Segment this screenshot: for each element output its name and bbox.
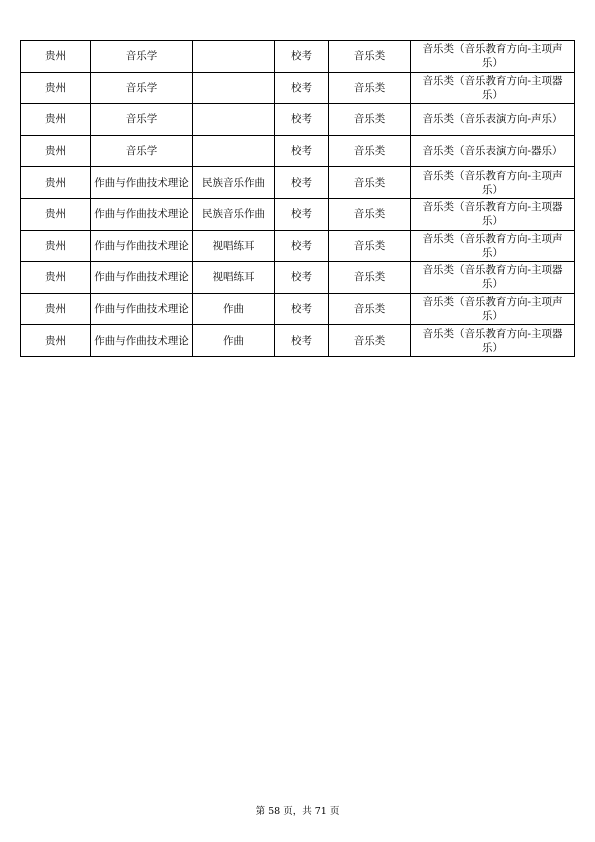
table-cell: 音乐类 (329, 167, 411, 199)
table-row (21, 325, 575, 357)
table-cell: 音乐学 (91, 72, 193, 104)
table-cell: 音乐类（音乐教育方向-主项声乐） (411, 167, 575, 199)
table-cell: 音乐类 (329, 325, 411, 357)
table-cell: 校考 (275, 325, 329, 357)
table-cell: 校考 (275, 198, 329, 230)
table-cell: 贵州 (21, 230, 91, 262)
table-cell: 音乐类（音乐教育方向-主项声乐） (411, 230, 575, 262)
table-cell: 校考 (275, 72, 329, 104)
table-cell: 贵州 (21, 135, 91, 167)
table-row (21, 230, 575, 262)
data-table (20, 40, 575, 357)
table-cell: 音乐类（音乐教育方向-主项声乐） (411, 41, 575, 73)
table-cell: 音乐类 (329, 41, 411, 73)
table-cell: 作曲与作曲技术理论 (91, 262, 193, 294)
table-cell: 视唱练耳 (193, 262, 275, 294)
table-cell (193, 104, 275, 136)
table-cell: 贵州 (21, 325, 91, 357)
table-cell (193, 41, 275, 73)
table-cell: 音乐类 (329, 198, 411, 230)
table-cell: 校考 (275, 293, 329, 325)
table-cell: 音乐类（音乐表演方向-声乐） (411, 104, 575, 136)
table-cell: 作曲与作曲技术理论 (91, 167, 193, 199)
table-cell (193, 135, 275, 167)
table-cell: 贵州 (21, 262, 91, 294)
table-cell: 贵州 (21, 104, 91, 136)
table-cell: 作曲与作曲技术理论 (91, 293, 193, 325)
table-cell: 音乐学 (91, 104, 193, 136)
table-row (21, 262, 575, 294)
table-row (21, 104, 575, 136)
table-row (21, 41, 575, 73)
table-row (21, 198, 575, 230)
table-cell: 作曲与作曲技术理论 (91, 198, 193, 230)
table-cell: 校考 (275, 167, 329, 199)
table-cell: 作曲与作曲技术理论 (91, 325, 193, 357)
table-cell: 贵州 (21, 72, 91, 104)
table-cell: 民族音乐作曲 (193, 167, 275, 199)
table-cell: 音乐类（音乐教育方向-主项器乐） (411, 262, 575, 294)
table-row (21, 135, 575, 167)
table-cell: 音乐类 (329, 230, 411, 262)
table-cell: 作曲与作曲技术理论 (91, 230, 193, 262)
table-cell: 民族音乐作曲 (193, 198, 275, 230)
table-cell: 校考 (275, 41, 329, 73)
table-cell: 贵州 (21, 198, 91, 230)
page-footer: 第 58 页，共 71 页 (255, 806, 340, 817)
table-cell: 音乐类 (329, 135, 411, 167)
table-cell: 音乐类（音乐教育方向-主项器乐） (411, 198, 575, 230)
table-cell: 音乐类（音乐教育方向-主项器乐） (411, 72, 575, 104)
table-cell: 校考 (275, 104, 329, 136)
table-cell: 校考 (275, 262, 329, 294)
table-cell: 音乐类 (329, 293, 411, 325)
table-cell: 作曲 (193, 293, 275, 325)
table-cell: 音乐类 (329, 104, 411, 136)
table-cell: 音乐学 (91, 41, 193, 73)
table-cell: 贵州 (21, 293, 91, 325)
table-cell: 贵州 (21, 41, 91, 73)
table-cell: 音乐类 (329, 262, 411, 294)
table-cell (193, 72, 275, 104)
table-row (21, 293, 575, 325)
table-cell: 音乐学 (91, 135, 193, 167)
table-cell: 校考 (275, 230, 329, 262)
table-cell: 音乐类 (329, 72, 411, 104)
table-cell: 贵州 (21, 167, 91, 199)
table-cell: 音乐类（音乐教育方向-主项器乐） (411, 325, 575, 357)
table-cell: 音乐类（音乐表演方向-器乐） (411, 135, 575, 167)
table-cell: 视唱练耳 (193, 230, 275, 262)
table-cell: 音乐类（音乐教育方向-主项声乐） (411, 293, 575, 325)
table-cell: 校考 (275, 135, 329, 167)
table-row (21, 72, 575, 104)
table-row (21, 167, 575, 199)
table-cell: 作曲 (193, 325, 275, 357)
